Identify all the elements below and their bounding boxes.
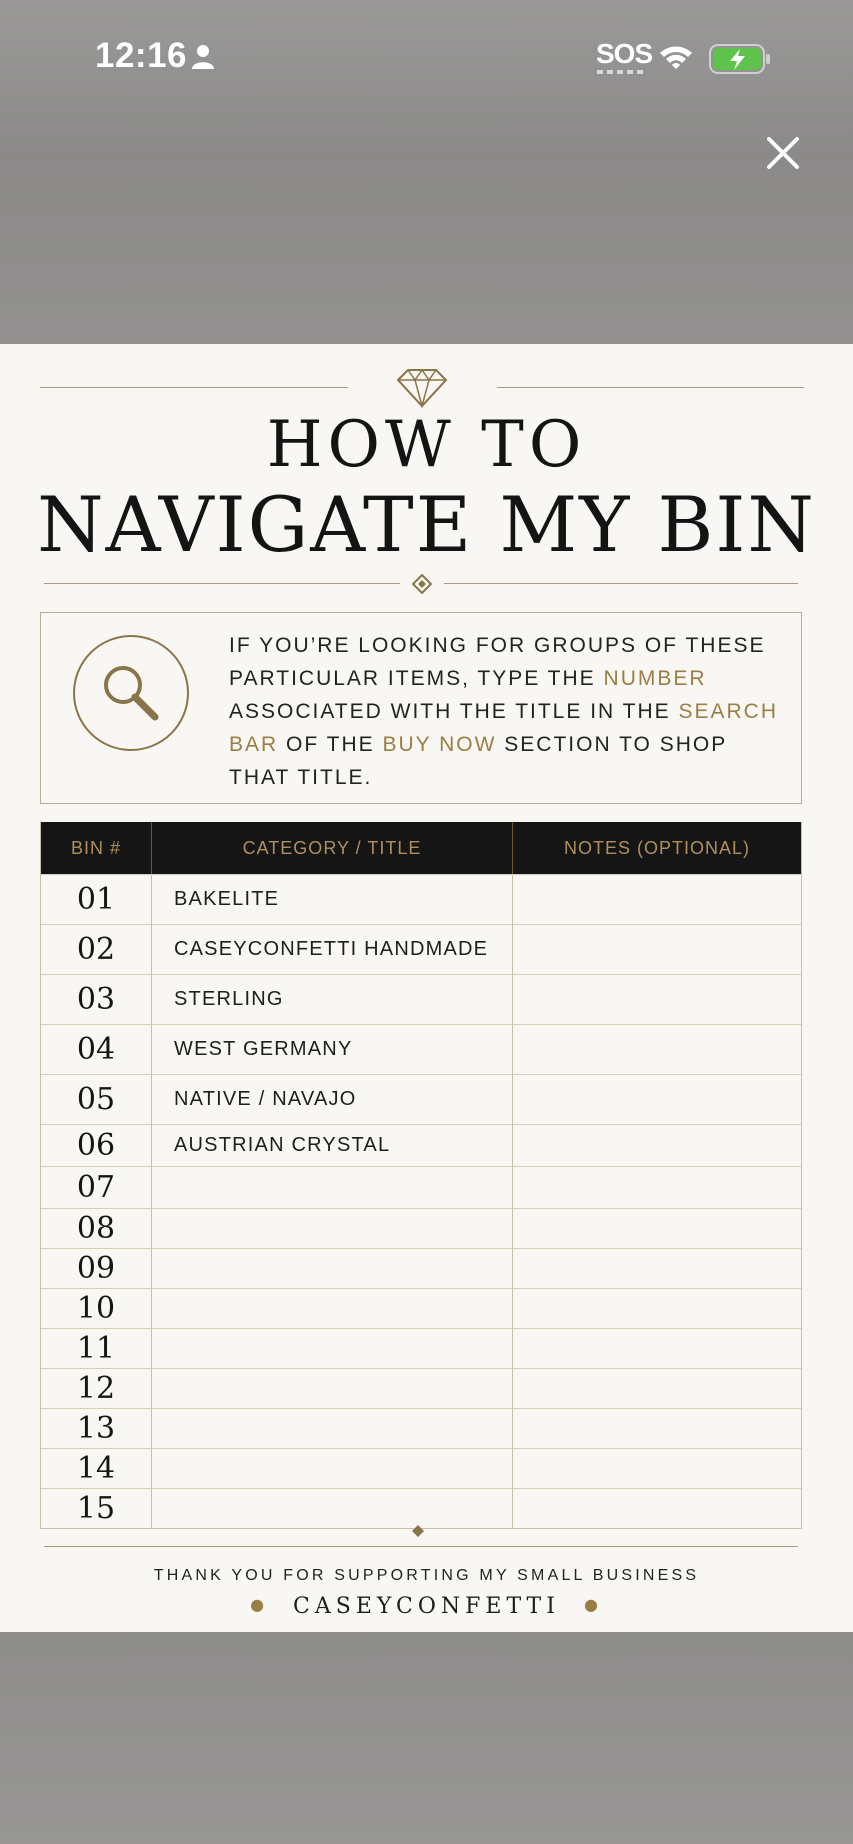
category-title-cell: AUSTRIAN CRYSTAL [152,1125,513,1166]
bin-number-cell: 14 [41,1449,152,1488]
notes-cell [513,1329,801,1368]
table-row [41,1328,801,1368]
bin-number-cell: 13 [41,1409,152,1448]
title-line-2: NAVIGATE MY BIN [37,480,816,569]
notes-cell [513,1409,801,1448]
instructions-text [229,629,789,794]
notes-cell [513,1249,801,1288]
category-title-cell: STERLING [152,975,513,1024]
notes-cell [513,1125,801,1166]
notes-cell [513,1289,801,1328]
brand-line [0,1594,853,1619]
table-row [41,874,801,924]
bin-number-cell: 10 [41,1289,152,1328]
bin-number-cell: 02 [41,925,152,974]
header-category-title: CATEGORY / TITLE [152,822,513,874]
diamond-icon [396,368,448,408]
notes-cell [513,1449,801,1488]
category-title-cell: NATIVE / NAVAJO [152,1075,513,1124]
backdrop-bottom [0,1632,853,1844]
close-icon[interactable] [758,128,808,178]
table-row [41,1024,801,1074]
battery-charging-icon [709,44,771,74]
table-row [41,1248,801,1288]
title-line-1: HOW TO [266,408,587,482]
highlight-number: NUMBER [603,667,707,690]
table-row [41,1074,801,1124]
table-row [41,1166,801,1208]
bin-number-cell: 11 [41,1329,152,1368]
bin-number-cell: 09 [41,1249,152,1288]
status-time: 12:16 [95,36,188,75]
header-bin-number: BIN # [41,822,152,874]
sos-signal-dots [597,70,643,74]
table-row [41,1448,801,1488]
notes-cell [513,925,801,974]
notes-cell [513,875,801,924]
table-row [41,1488,801,1528]
bin-number-cell: 01 [41,875,152,924]
status-sos: SOS [596,38,653,69]
table-row [41,924,801,974]
category-title-cell [152,1289,513,1328]
highlight-buy-now: BUY NOW [382,733,497,756]
divider-rule-left [44,583,400,584]
highlight-search-bar: SEARCH BAR [229,700,779,756]
category-title-cell [152,1249,513,1288]
bin-table [40,822,802,1529]
notes-cell [513,1025,801,1074]
bin-number-cell: 12 [41,1369,152,1408]
footer-rule [44,1546,798,1547]
brand-dot-right: ● [583,1595,603,1614]
bin-number-cell: 05 [41,1075,152,1124]
table-row [41,1288,801,1328]
instructions-part-1: IF YOU’RE LOOKING FOR GROUPS OF THESE PARTICULAR ITEMS, TYPE THE [229,634,766,690]
bin-number-cell: 06 [41,1125,152,1166]
person-icon [190,44,216,70]
header-notes: NOTES (OPTIONAL) [563,837,750,858]
bin-number-cell: 08 [41,1209,152,1248]
category-title-cell [152,1209,513,1248]
table-body [41,874,801,1528]
notes-cell [513,1209,801,1248]
table-header [41,822,801,874]
instructions-part-2: ASSOCIATED WITH THE TITLE IN THE [229,700,679,723]
category-title-cell [152,1409,513,1448]
footer-thank-you: THANK YOU FOR SUPPORTING MY SMALL BUSINESS [153,1567,700,1584]
top-rule-right [497,387,804,388]
category-title-cell [152,1329,513,1368]
bin-number-cell: 07 [41,1167,152,1208]
notes-cell [513,1489,801,1528]
table-row [41,1208,801,1248]
category-title-cell [152,1167,513,1208]
category-title-cell: WEST GERMANY [152,1025,513,1074]
notes-cell [513,975,801,1024]
small-diamond-ornament [412,574,432,594]
category-title-cell [152,1369,513,1408]
footer-diamond-ornament [412,1525,424,1537]
table-row [41,1124,801,1166]
instructions-box [40,612,802,804]
wifi-icon [658,43,694,71]
search-icon-ring [73,635,189,751]
category-title-cell: BAKELITE [152,875,513,924]
bin-guide-poster [0,344,853,1632]
bin-number-cell: 04 [41,1025,152,1074]
category-title-cell [152,1489,513,1528]
bin-number-cell: 03 [41,975,152,1024]
table-row [41,1368,801,1408]
notes-cell [513,1075,801,1124]
top-rule-left [40,387,348,388]
instructions-part-4: SECTION TO SHOP THAT TITLE. [229,733,727,789]
bin-number-cell: 15 [41,1489,152,1528]
table-row [41,974,801,1024]
brand-name: CASEYCONFETTI [293,1594,560,1619]
notes-cell [513,1167,801,1208]
divider-rule-right [444,583,798,584]
brand-dot-left: ● [250,1595,270,1614]
table-row [41,1408,801,1448]
category-title-cell: CASEYCONFETTI HANDMADE [152,925,513,974]
instructions-part-3: OF THE [278,733,383,756]
notes-cell [513,1369,801,1408]
category-title-cell [152,1449,513,1488]
search-icon [99,661,163,725]
